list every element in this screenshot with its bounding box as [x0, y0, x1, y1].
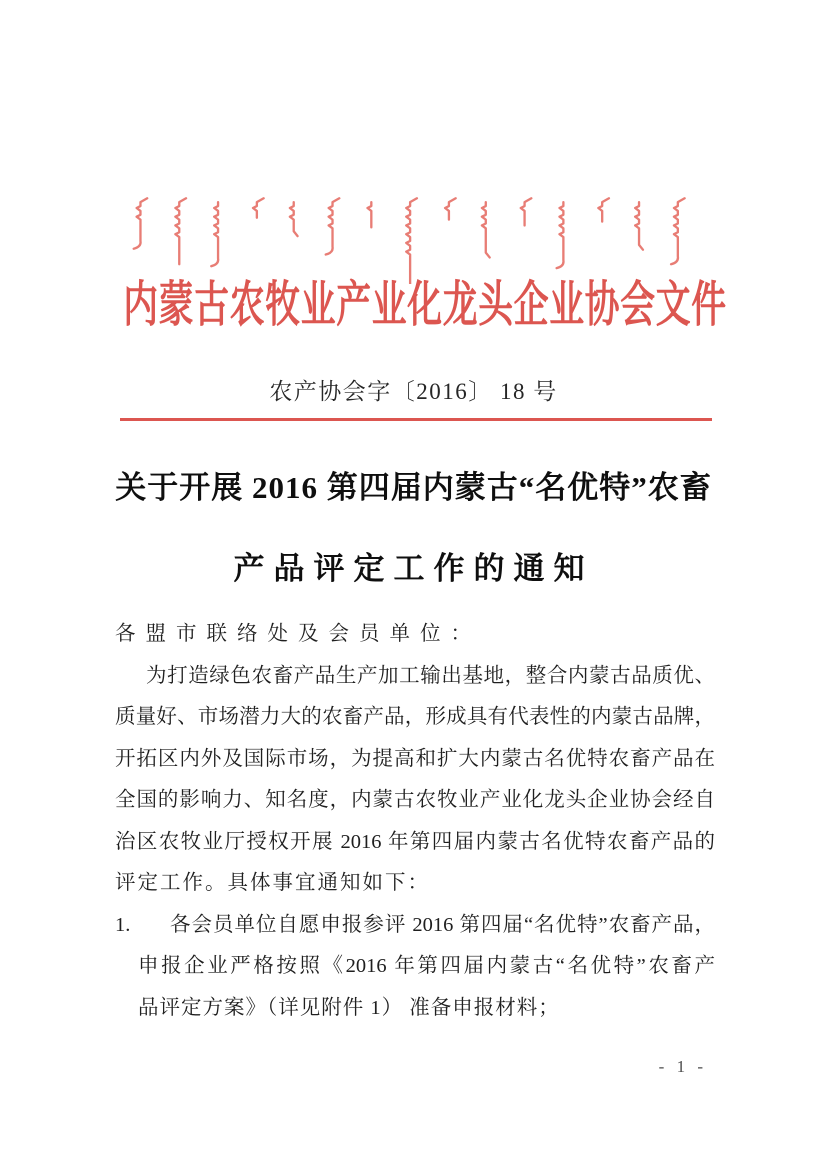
- body-paragraph-line: 开拓区内外及国际市场，为提高和扩大内蒙古名优特农畜产品在: [115, 747, 715, 770]
- list-item-1-marker: 1.: [115, 913, 131, 936]
- salutation: 各盟市联络处及会员单位：: [115, 623, 481, 645]
- red-separator-line: [120, 418, 712, 421]
- body-paragraph-line: 全国的影响力、知名度，内蒙古农牧业产业化龙头企业协会经自: [115, 789, 715, 811]
- list-item-1-line: 品评定方案》（详见附件 1） 准备申报材料；: [138, 996, 560, 1019]
- body-paragraph-line: 为打造绿色农畜产品生产加工输出基地，整合内蒙古品质优、: [146, 664, 715, 687]
- page-number: - 1 -: [658, 1057, 707, 1076]
- org-title: [0, 269, 827, 341]
- body-paragraph-line: 质量好、市场潜力大的农畜产品，形成具有代表性的内蒙古品牌，: [115, 706, 715, 728]
- notice-body: [115, 614, 715, 1029]
- doc-number: 农产协会字〔2016〕 18 号: [269, 379, 558, 404]
- notice-title-line1: 关于开展 2016 第四届内蒙古“名优特”农畜: [115, 470, 712, 505]
- list-item-1-line: 各会员单位自愿申报参评 2016 第四届“名优特”农畜产品，: [170, 913, 715, 936]
- list-item-1: [115, 905, 715, 947]
- list-item-1-line: 申报企业严格按照《2016 年第四届内蒙古“名优特”农畜产: [138, 955, 715, 977]
- body-paragraph-line: 治区农牧业厅授权开展 2016 年第四届内蒙古名优特农畜产品的: [115, 830, 715, 853]
- notice-title-line2: 产品评定工作的通知: [233, 551, 594, 586]
- org-title-text: 内蒙古农牧业产业化龙头企业协会文件: [123, 277, 727, 332]
- body-paragraph-line: 评定工作。具体事宜通知如下：: [115, 872, 430, 894]
